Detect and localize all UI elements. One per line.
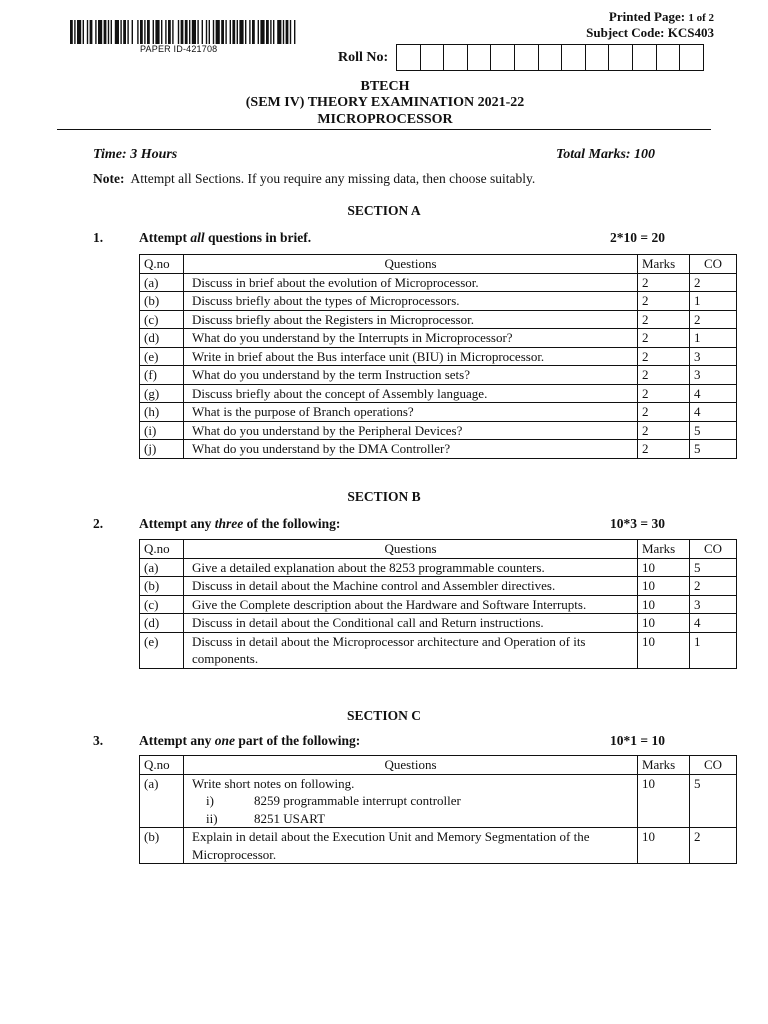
question-marks: 2 [638, 366, 690, 385]
question-3-instruction: Attempt any one part of the following: [139, 733, 361, 748]
question-text-main: Give the Complete description about the Hardware and Software Interrupts. [192, 596, 587, 612]
question-marks: 10 [638, 558, 690, 577]
question-text [184, 632, 638, 668]
header-marks: Marks [638, 255, 690, 274]
roll-no-box [561, 44, 586, 71]
question-text [184, 292, 638, 311]
question-marks: 2 [638, 403, 690, 422]
question-marks: 10 [638, 614, 690, 633]
note: Note: Attempt all Sections. If you require any missing data, then choose suitably. [93, 171, 536, 186]
header-marks: Marks [638, 540, 690, 559]
header-marks: Marks [638, 756, 690, 775]
question-label: (f) [140, 366, 184, 385]
sub-question-number: i) [206, 793, 214, 808]
printed-page: Printed Page: 1 of 2 [608, 9, 714, 24]
question-text [184, 558, 638, 577]
question-label: (i) [140, 421, 184, 440]
question-co: 5 [690, 774, 737, 828]
question-marks: 2 [638, 329, 690, 348]
section-c-row [140, 774, 737, 828]
question-marks: 10 [638, 632, 690, 668]
program-title: BTECH [360, 79, 410, 94]
section-b-row [140, 577, 737, 596]
section-a-table [139, 254, 737, 459]
roll-no-box [632, 44, 657, 71]
roll-no-box [467, 44, 492, 71]
question-label: (j) [140, 440, 184, 459]
roll-no-box [608, 44, 633, 71]
section-a-row [140, 292, 737, 311]
question-co: 1 [690, 329, 737, 348]
header-qno: Q.no [140, 540, 184, 559]
section-c-title: SECTION C [347, 708, 421, 723]
question-text [184, 366, 638, 385]
question-text-main: Discuss briefly about the concept of Assembly language. [192, 385, 488, 401]
question-text [184, 310, 638, 329]
roll-no-box [656, 44, 681, 71]
question-marks: 2 [638, 273, 690, 292]
question-marks: 2 [638, 440, 690, 459]
paper-id: PAPER ID-421708 [140, 44, 218, 54]
exam-time: Time: 3 Hours [93, 147, 178, 162]
question-1-number: 1. [93, 230, 104, 245]
roll-no-box [514, 44, 539, 71]
question-label: (g) [140, 384, 184, 403]
roll-no-label: Roll No: [338, 50, 389, 65]
header-qno: Q.no [140, 756, 184, 775]
question-text [184, 421, 638, 440]
header-divider [57, 129, 711, 130]
subject-code: Subject Code: KCS403 [586, 25, 714, 40]
question-label: (b) [140, 577, 184, 596]
question-text-main: Explain in detail about the Execution Unit and Memory Segmentation of the Microprocessor. [192, 829, 590, 862]
question-marks: 10 [638, 774, 690, 828]
question-marks: 10 [638, 577, 690, 596]
question-text [184, 595, 638, 614]
question-label: (e) [140, 347, 184, 366]
question-text [184, 329, 638, 348]
question-text [184, 384, 638, 403]
question-label: (b) [140, 292, 184, 311]
question-text-main: What do you understand by the Interrupts in Microprocessor? [192, 330, 513, 345]
question-co: 2 [690, 577, 737, 596]
question-label: (c) [140, 595, 184, 614]
question-label: (b) [140, 828, 184, 864]
question-text-main: Write in brief about the Bus interface unit (BIU) in Microprocessor. [192, 348, 545, 364]
question-label: (a) [140, 558, 184, 577]
question-text-main: What do you understand by the DMA Controller? [192, 441, 451, 456]
question-text-main: Discuss briefly about the types of Microprocessors. [192, 293, 460, 308]
section-a-row [140, 310, 737, 329]
roll-no-box [679, 44, 704, 71]
exam-title: (SEM IV) THEORY EXAMINATION 2021-22 [245, 95, 525, 110]
question-co: 2 [690, 828, 737, 864]
question-text-main: What is the purpose of Branch operations? [192, 404, 414, 419]
header-questions: Questions [184, 255, 638, 274]
question-label: (a) [140, 774, 184, 828]
question-label: (d) [140, 329, 184, 348]
section-b-row [140, 595, 737, 614]
question-label: (c) [140, 310, 184, 329]
sub-question [192, 792, 633, 810]
question-marks: 2 [638, 421, 690, 440]
section-c-table [139, 755, 737, 864]
question-co: 3 [690, 347, 737, 366]
question-marks: 10 [638, 595, 690, 614]
roll-no-boxes [397, 44, 704, 71]
question-text-main: Write short notes on following. [192, 775, 355, 791]
roll-no-box [420, 44, 445, 71]
question-1-instruction: Attempt all questions in brief. [139, 230, 312, 245]
question-marks: 2 [638, 347, 690, 366]
section-a-row [140, 347, 737, 366]
question-co: 1 [690, 632, 737, 668]
question-text [184, 774, 638, 828]
question-text [184, 347, 638, 366]
question-marks: 2 [638, 310, 690, 329]
sub-question-text: 8259 programmable interrupt controller [254, 793, 461, 808]
section-b-table [139, 539, 737, 669]
question-label: (a) [140, 273, 184, 292]
roll-no-box [443, 44, 468, 71]
header-questions: Questions [184, 540, 638, 559]
section-b-title: SECTION B [347, 489, 421, 504]
question-co: 5 [690, 421, 737, 440]
question-text-main: What do you understand by the Peripheral Devices? [192, 422, 463, 438]
section-a-row [140, 366, 737, 385]
roll-no-box [396, 44, 421, 71]
header-co: CO [690, 756, 737, 775]
question-label: (e) [140, 632, 184, 668]
question-text [184, 614, 638, 633]
question-text [184, 273, 638, 292]
question-text-main: Discuss in brief about the evolution of Microprocessor. [192, 274, 479, 290]
question-2-number: 2. [93, 516, 104, 531]
question-text [184, 403, 638, 422]
question-3-marks: 10*1 = 10 [610, 733, 665, 748]
question-co: 5 [690, 440, 737, 459]
question-1-marks: 2*10 = 20 [610, 230, 665, 245]
section-b-row [140, 614, 737, 633]
roll-no-box [585, 44, 610, 71]
section-a-row [140, 421, 737, 440]
question-text-main: Give a detailed explanation about the 8253 programmable counters. [192, 559, 545, 575]
sub-question-number: ii) [206, 810, 218, 826]
question-co: 1 [690, 292, 737, 311]
sub-question-text: 8251 USART [254, 810, 326, 826]
question-marks: 2 [638, 384, 690, 403]
subject-title: MICROPROCESSOR [317, 112, 453, 127]
question-text-main: What do you understand by the term Instruction sets? [192, 367, 470, 382]
question-marks: 10 [638, 828, 690, 864]
question-text-main: Discuss in detail about the Machine control and Assembler directives. [192, 578, 556, 593]
question-2-marks: 10*3 = 30 [610, 516, 665, 531]
question-label: (h) [140, 403, 184, 422]
section-a-row [140, 273, 737, 292]
question-co: 2 [690, 273, 737, 292]
question-co: 2 [690, 310, 737, 329]
barcode [70, 20, 298, 44]
question-co: 4 [690, 614, 737, 633]
question-co: 3 [690, 366, 737, 385]
header-co: CO [690, 540, 737, 559]
section-a-title: SECTION A [347, 203, 421, 218]
section-a-row [140, 384, 737, 403]
section-a-row [140, 403, 737, 422]
question-label: (d) [140, 614, 184, 633]
question-marks: 2 [638, 292, 690, 311]
question-text [184, 577, 638, 596]
header-qno: Q.no [140, 255, 184, 274]
question-text-main: Discuss in detail about the Conditional call and Return instructions. [192, 615, 544, 630]
section-b-row [140, 632, 737, 668]
question-text [184, 828, 638, 864]
question-co: 4 [690, 403, 737, 422]
section-a-row [140, 329, 737, 348]
question-co: 4 [690, 384, 737, 403]
question-text-main: Discuss in detail about the Microprocessor architecture and Operation of its components. [192, 633, 586, 666]
section-a-row [140, 440, 737, 459]
question-co: 5 [690, 558, 737, 577]
section-b-row [140, 558, 737, 577]
question-text [184, 440, 638, 459]
question-text-main: Discuss briefly about the Registers in Microprocessor. [192, 311, 474, 327]
question-3-number: 3. [93, 733, 104, 748]
question-2-instruction: Attempt any three of the following: [139, 516, 341, 531]
sub-question [192, 810, 633, 828]
roll-no-box [538, 44, 563, 71]
section-c-row [140, 828, 737, 864]
total-marks: Total Marks: 100 [556, 147, 656, 162]
question-co: 3 [690, 595, 737, 614]
roll-no-box [490, 44, 515, 71]
header-questions: Questions [184, 756, 638, 775]
header-co: CO [690, 255, 737, 274]
